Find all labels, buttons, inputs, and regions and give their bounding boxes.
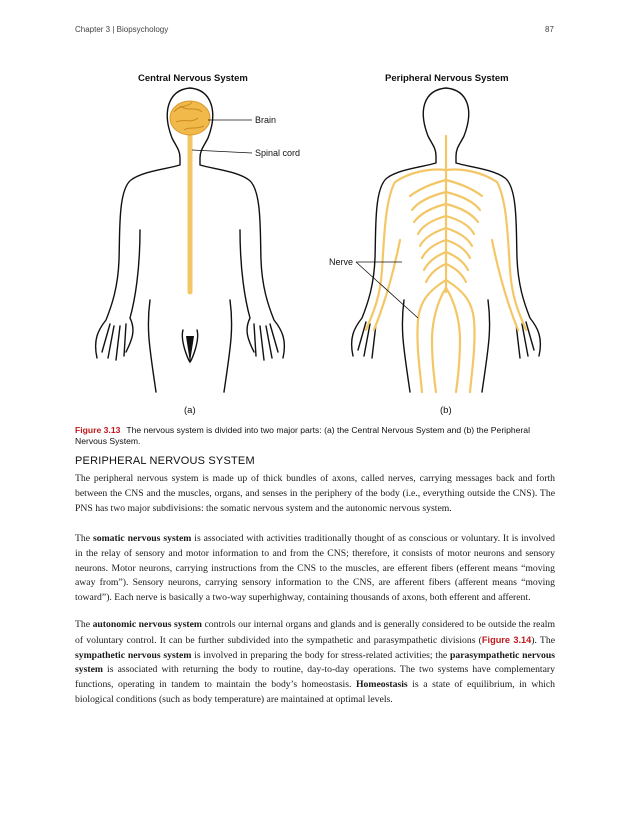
term-parasympathetic-nervous-system: parasympathetic nervous system: [75, 649, 556, 676]
paragraph-pns-intro: The peripheral nervous system is made up of thick bundles of axons, called nerves, carrying messages back and forth between the CNS and the muscles, organs, and senses in the periphery of the body (i.e., everything outside the CNS). The PNS has two major subdivisions: the somatic nervous system and the autonomic nervous system.: [75, 473, 555, 514]
paragraph-autonomic: [75, 618, 555, 708]
cns-groin-mark: [186, 336, 194, 366]
panel-b-label: (b): [440, 405, 452, 416]
p3-text2: ). The: [531, 634, 555, 646]
p3-text3: is involved in preparing the body for stress-related activities; the: [191, 649, 450, 661]
brain-illustration: [170, 101, 210, 135]
term-autonomic-nervous-system: autonomic nervous system: [92, 619, 202, 630]
p3-intro: The: [75, 619, 93, 630]
figure-number: Figure 3.13: [75, 425, 121, 435]
p3-text1: controls our internal organs and glands and is generally considered to be outside the realm of voluntary control. It can be further subdivided into the sympathetic and parasympathetic divisions (: [75, 619, 556, 646]
page-number: 87: [545, 25, 554, 34]
panel-b-title: Peripheral Nervous System: [385, 73, 509, 84]
term-somatic-nervous-system: somatic nervous system: [92, 533, 192, 544]
p2-rest: is associated with activities traditionally thought of as conscious or voluntary. It is involved in the relay of sensory and motor information to and from the CNS; therefore, it consists of motor neurons and sensory neurons. Motor neurons, carrying instructions from the CNS to the muscles, are efferent fibers (efferent means “moving away from”). Sensory neurons, carrying sensory information to the CNS, are afferent fibers (afferent means “moving toward”). Each nerve is basically a two-way superhighway, containing thousands of axons, both efferent and afferent.: [75, 533, 556, 604]
p3-text4: is associated with returning the body to routine, day-to-day operations. The two systems have complementary functions, operating in tandem to maintain the body’s homeostasis.: [75, 664, 555, 691]
nerve-label: Nerve: [329, 257, 354, 267]
term-homeostasis: Homeostasis: [356, 679, 408, 691]
figure-caption: [75, 425, 555, 447]
term-sympathetic-nervous-system: sympathetic nervous system: [75, 649, 192, 661]
section-heading: PERIPHERAL NERVOUS SYSTEM: [75, 455, 255, 467]
spinal-cord-label: Spinal cord: [255, 148, 301, 158]
paragraph-somatic: [75, 532, 555, 606]
pns-nerves: [366, 136, 526, 392]
figure-3-14-link[interactable]: Figure 3.14: [481, 634, 532, 645]
running-header-chapter: Chapter 3 | Biopsychology: [75, 25, 169, 34]
brain-label: Brain: [255, 115, 277, 125]
figure-caption-text: The nervous system is divided into two major parts: (a) the Central Nervous System and (b) the Peripheral Nervous System.: [75, 425, 530, 446]
p3-text5: is a state of equilibrium, in which biological conditions (such as body temperature) are maintained at optimal levels.: [75, 679, 556, 705]
panel-a-title: Central Nervous System: [138, 73, 248, 84]
p2-intro: The: [75, 533, 93, 544]
panel-a-label: (a): [184, 405, 196, 416]
